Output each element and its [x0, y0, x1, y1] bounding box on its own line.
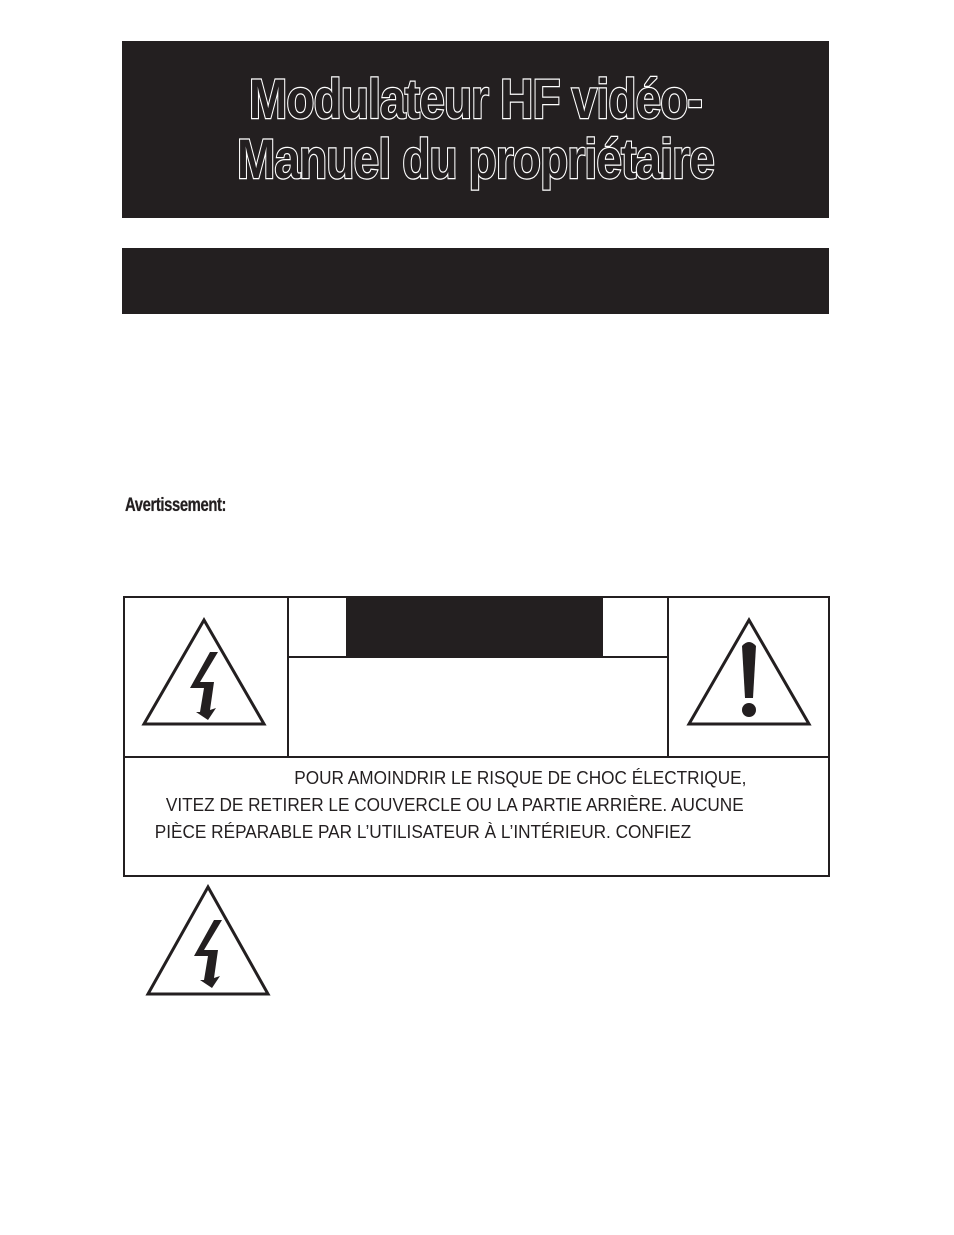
caution-left-cell [125, 598, 289, 756]
warning-label: Avertissement: [125, 495, 227, 516]
caution-line-2: VITEZ DE RETIRER LE COUVERCLE OU LA PARTIE ARRIÈRE. AUCUNE [165, 794, 744, 815]
title-line-1: Modulateur HF vidéo- [248, 67, 702, 130]
divider [289, 656, 667, 658]
caution-text [125, 764, 779, 845]
caution-right-cell [667, 598, 830, 756]
subtitle-banner [122, 248, 829, 314]
title-line-2: Manuel du propriétaire [237, 127, 714, 190]
caution-line-1: POUR AMOINDRIR LE RISQUE DE CHOC ÉLECTRIQUE, [294, 767, 747, 788]
lightning-triangle-icon [140, 616, 268, 728]
caution-box [123, 596, 830, 877]
caution-header-cell [289, 598, 667, 756]
lightning-triangle-icon [144, 884, 272, 998]
exclamation-triangle-icon [685, 616, 813, 728]
divider [125, 756, 828, 758]
caution-line-3: PIÈCE RÉPARABLE PAR L’UTILISATEUR À L’INTÉRIEUR. CONFIEZ [154, 821, 692, 842]
title-banner [122, 41, 829, 218]
caution-header-bar [346, 598, 603, 656]
